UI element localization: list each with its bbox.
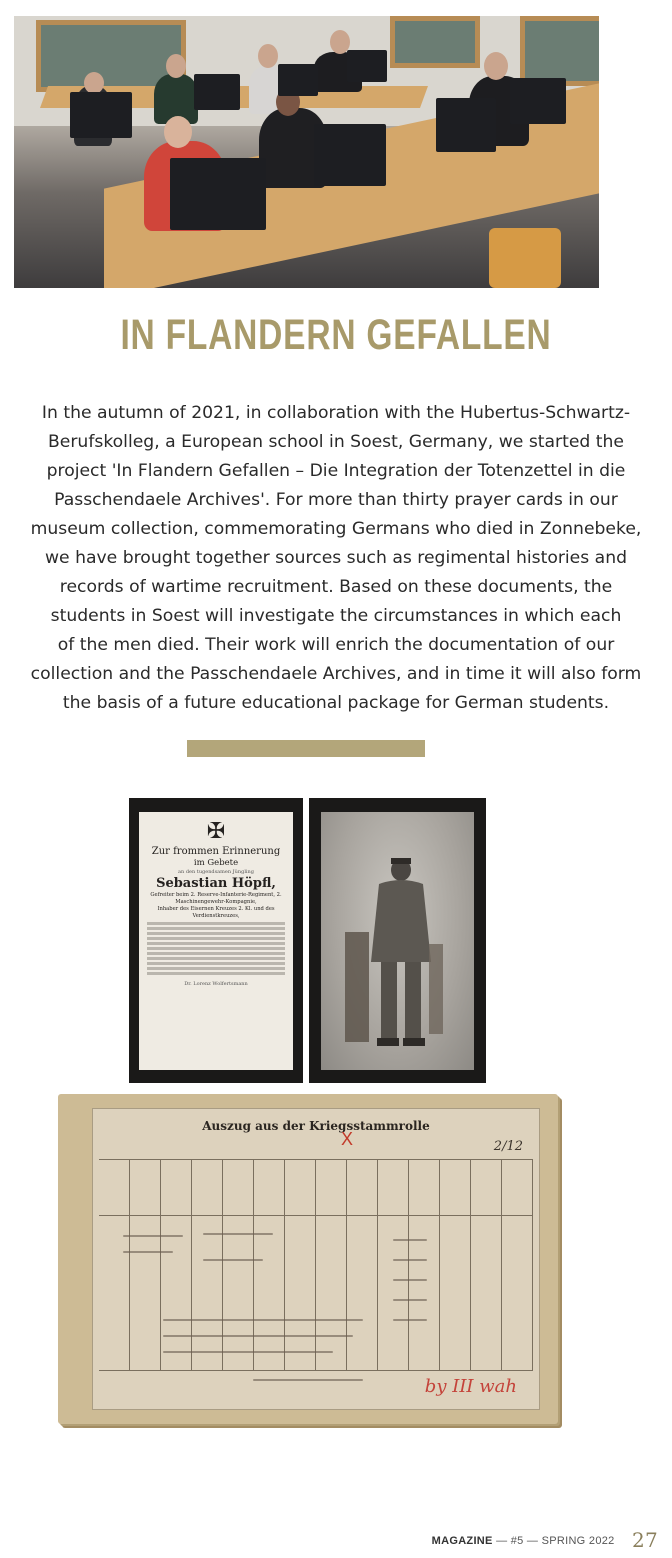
- military-record-document: [58, 1094, 558, 1424]
- document-table-header: [99, 1159, 533, 1216]
- body-line: we have brought together sources such as regimental histories and: [44, 548, 628, 568]
- page-number: 27: [631, 1528, 658, 1552]
- card-line: Gefreiter beim 2. Reserve-Infanterie-Regiment, 2. Maschinengewehr-Kompagnie,: [150, 892, 282, 905]
- article-title: IN FLANDERN GEFALLEN: [120, 311, 552, 359]
- body-line: museum collection, commemorating Germans who died in Zonnebeke,: [30, 519, 642, 539]
- prayer-card-text-panel: [129, 798, 303, 1083]
- prayer-card-photo-panel: [309, 798, 486, 1083]
- card-footer: Dr. Lorenz Wolfertsmann: [184, 981, 248, 987]
- body-line: Passchendaele Archives'. For more than thirty prayer cards in our: [54, 490, 618, 510]
- body-line: students in Soest will investigate the circumstances in which each: [50, 606, 622, 626]
- body-line: the basis of a future educational package for German students.: [62, 693, 610, 713]
- body-line: records of wartime recruitment. Based on these documents, the: [59, 577, 613, 597]
- body-line: of the men died. Their work will enrich the documentation of our: [57, 635, 615, 655]
- card-line: an den tugendsamen Jüngling: [178, 869, 254, 875]
- section-divider: [187, 740, 425, 757]
- magazine-name: MAGAZINE: [431, 1535, 493, 1547]
- body-line: In the autumn of 2021, in collaboration with the Hubertus-Schwartz-: [41, 403, 631, 423]
- red-signature: by III wah: [424, 1376, 517, 1397]
- body-line: collection and the Passchendaele Archives, and in time it will also form: [30, 664, 642, 684]
- prayer-card: [129, 798, 486, 1083]
- card-line: im Gebete: [193, 858, 239, 868]
- article-body: [10, 399, 662, 718]
- page-footer: [432, 1528, 658, 1552]
- body-line: project 'In Flandern Gefallen – Die Integration der Totenzettel in die: [46, 461, 626, 481]
- card-line: Inhaber des Eisernen Kreuzes 2. Kl. und des Verdienstkreuzes,: [157, 906, 275, 919]
- classroom-photo: [14, 16, 599, 288]
- document-number: 2/12: [493, 1139, 523, 1154]
- document-title: Auszug aus der Kriegsstammrolle: [202, 1119, 430, 1133]
- issue-info: — #5 — SPRING 2022: [496, 1535, 615, 1547]
- body-line: Berufskolleg, a European school in Soest, Germany, we started the: [48, 432, 624, 452]
- iron-cross-icon: ✠: [206, 819, 226, 844]
- soldier-portrait: [321, 812, 474, 1070]
- card-line: Zur frommen Erinnerung: [151, 846, 281, 857]
- card-name: Sebastian Höpfl,: [156, 876, 276, 891]
- red-mark: X: [341, 1129, 354, 1149]
